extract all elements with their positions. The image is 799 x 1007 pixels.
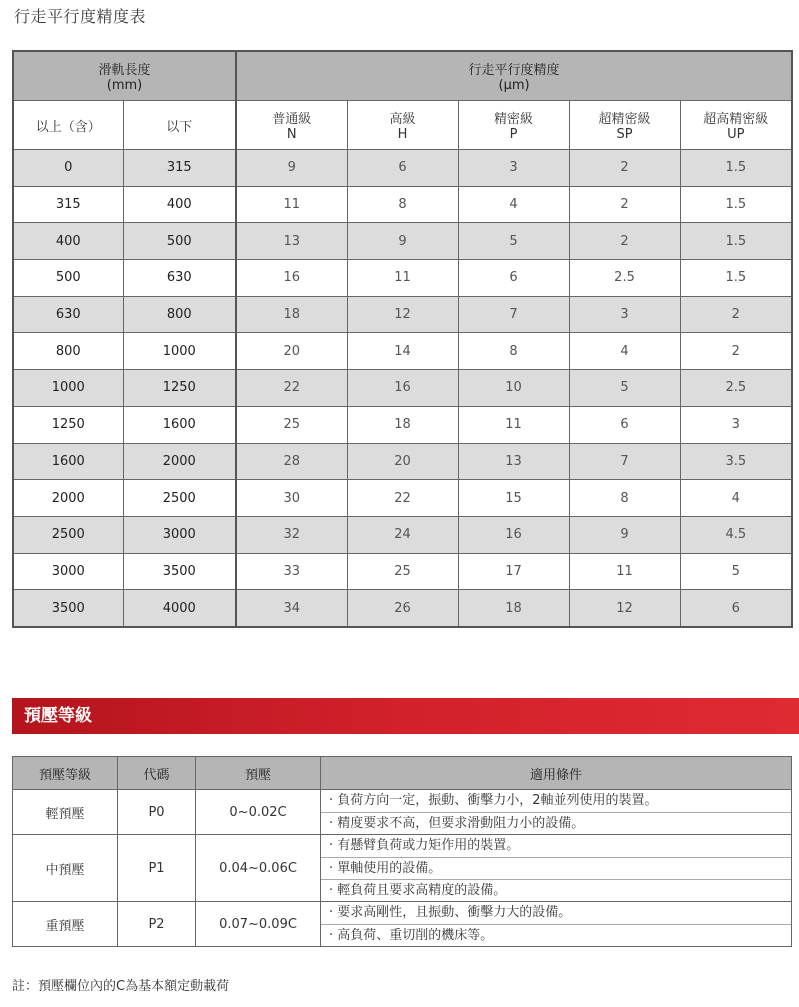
precision-cell: 7 [569, 443, 680, 480]
condition-item: · 高負荷、重切削的機床等。 [321, 924, 791, 946]
page-title: 行走平行度精度表 [14, 7, 147, 26]
precision-cell: 26 [347, 590, 458, 627]
grade-name: 高級 [389, 112, 416, 127]
precision-cell: 30 [236, 480, 347, 517]
table-row [13, 186, 792, 223]
preload-preload-cell: 0.04~0.06C [196, 835, 321, 902]
table-row [13, 223, 792, 260]
precision-cell: 1.5 [680, 186, 792, 223]
length-cell: 800 [123, 296, 236, 333]
rail-length-unit: (mm) [106, 78, 143, 93]
precision-cell: 6 [569, 406, 680, 443]
preload-level-cell: 中預壓 [13, 835, 118, 902]
table-row [13, 333, 792, 370]
precision-cell: 7 [458, 296, 569, 333]
precision-header [236, 51, 792, 101]
table-row [13, 590, 792, 627]
length-cell: 630 [123, 260, 236, 297]
length-cell: 400 [13, 223, 123, 260]
precision-cell: 3 [458, 150, 569, 187]
grade-name: 超高精密級 [703, 112, 769, 127]
precision-cell: 2 [680, 333, 792, 370]
grade-name: 超精密級 [598, 112, 651, 127]
precision-unit: (μm) [498, 78, 530, 93]
precision-cell: 9 [569, 516, 680, 553]
precision-cell: 25 [236, 406, 347, 443]
grade-code: N [286, 127, 297, 142]
table-row [13, 902, 792, 947]
precision-cell: 17 [458, 553, 569, 590]
length-cell: 2000 [13, 480, 123, 517]
condition-item: · 精度要求不高，但要求滑動阻力小的設備。 [321, 812, 791, 834]
precision-cell: 6 [458, 260, 569, 297]
preload-code-cell: P1 [118, 835, 196, 902]
condition-item: · 輕負荷且要求高精度的設備。 [321, 879, 791, 901]
precision-cell: 28 [236, 443, 347, 480]
condition-item: · 負荷方向一定，振動、衝擊力小，2軸並列使用的裝置。 [329, 793, 658, 808]
length-cell: 2500 [123, 480, 236, 517]
precision-cell: 8 [458, 333, 569, 370]
precision-cell: 11 [347, 260, 458, 297]
condition-item: · 有懸臂負荷或力矩作用的裝置。 [329, 838, 520, 853]
preload-grade-table [12, 756, 792, 947]
precision-cell: 34 [236, 590, 347, 627]
precision-cell: 5 [458, 223, 569, 260]
table-row [13, 150, 792, 187]
precision-cell: 5 [569, 370, 680, 407]
preload-level-cell: 重預壓 [13, 902, 118, 947]
precision-cell: 3 [569, 296, 680, 333]
grade-header [458, 101, 569, 150]
preload-preload-cell: 0.07~0.09C [196, 902, 321, 947]
precision-cell: 16 [347, 370, 458, 407]
precision-cell: 2 [569, 150, 680, 187]
grade-code: UP [727, 127, 745, 142]
precision-cell: 24 [347, 516, 458, 553]
length-cell: 4000 [123, 590, 236, 627]
precision-cell: 15 [458, 480, 569, 517]
grade-header [680, 101, 792, 150]
precision-cell: 8 [569, 480, 680, 517]
precision-cell: 18 [236, 296, 347, 333]
table-row [13, 835, 792, 902]
precision-label: 行走平行度精度 [468, 63, 560, 78]
length-cell: 1000 [123, 333, 236, 370]
precision-cell: 16 [458, 516, 569, 553]
precision-cell: 4 [680, 480, 792, 517]
length-cell: 1600 [13, 443, 123, 480]
precision-cell: 22 [236, 370, 347, 407]
length-cell: 1250 [123, 370, 236, 407]
precision-cell: 1.5 [680, 150, 792, 187]
preload-code-cell: P2 [118, 902, 196, 947]
precision-cell: 18 [458, 590, 569, 627]
length-cell: 1000 [13, 370, 123, 407]
grade-name: 普通級 [272, 112, 312, 127]
precision-cell: 2.5 [569, 260, 680, 297]
precision-cell: 20 [347, 443, 458, 480]
grade-code: H [397, 127, 408, 142]
preload-level-cell: 輕預壓 [13, 790, 118, 835]
footnote: 註：預壓欄位內的C為基本額定動載荷 [12, 979, 230, 994]
grade-header [347, 101, 458, 150]
precision-cell: 12 [569, 590, 680, 627]
table-row [13, 553, 792, 590]
length-cell: 1600 [123, 406, 236, 443]
grade-header [569, 101, 680, 150]
preload-column-header: 代碼 [118, 757, 196, 790]
precision-cell: 4.5 [680, 516, 792, 553]
length-cell: 315 [123, 150, 236, 187]
table-row [13, 443, 792, 480]
precision-cell: 5 [680, 553, 792, 590]
grade-code: P [509, 127, 518, 142]
length-cell: 630 [13, 296, 123, 333]
table-row [13, 406, 792, 443]
precision-cell: 9 [347, 223, 458, 260]
length-cell: 800 [13, 333, 123, 370]
preload-column-header: 適用條件 [321, 757, 792, 790]
precision-cell: 4 [569, 333, 680, 370]
precision-cell: 14 [347, 333, 458, 370]
precision-cell: 6 [680, 590, 792, 627]
length-cell: 1250 [13, 406, 123, 443]
preload-code-cell: P0 [118, 790, 196, 835]
precision-cell: 9 [236, 150, 347, 187]
preload-column-header: 預壓 [196, 757, 321, 790]
precision-cell: 4 [458, 186, 569, 223]
length-cell: 500 [13, 260, 123, 297]
precision-cell: 11 [569, 553, 680, 590]
precision-cell: 3 [680, 406, 792, 443]
precision-cell: 13 [458, 443, 569, 480]
precision-cell: 10 [458, 370, 569, 407]
precision-cell: 18 [347, 406, 458, 443]
precision-cell: 11 [458, 406, 569, 443]
length-cell: 400 [123, 186, 236, 223]
grade-code: SP [616, 127, 633, 142]
precision-cell: 32 [236, 516, 347, 553]
length-cell: 2000 [123, 443, 236, 480]
col-from-header: 以上（含） [13, 101, 123, 150]
preload-section-header: 預壓等級 [12, 698, 799, 734]
table-row [13, 790, 792, 835]
precision-cell: 1.5 [680, 260, 792, 297]
length-cell: 3500 [13, 590, 123, 627]
precision-cell: 13 [236, 223, 347, 260]
preload-column-header: 預壓等級 [13, 757, 118, 790]
parallelism-precision-table [12, 50, 793, 628]
precision-cell: 25 [347, 553, 458, 590]
table-row [13, 296, 792, 333]
precision-cell: 11 [236, 186, 347, 223]
condition-item: · 單軸使用的設備。 [321, 857, 791, 879]
length-cell: 315 [13, 186, 123, 223]
table-row [13, 516, 792, 553]
length-cell: 500 [123, 223, 236, 260]
precision-cell: 3.5 [680, 443, 792, 480]
condition-item: · 要求高剛性，且振動、衝擊力大的設備。 [329, 905, 572, 920]
table-row [13, 480, 792, 517]
preload-preload-cell: 0~0.02C [196, 790, 321, 835]
table-row [13, 370, 792, 407]
length-cell: 3000 [123, 516, 236, 553]
length-cell: 0 [13, 150, 123, 187]
table-row [13, 260, 792, 297]
preload-conditions-cell [321, 790, 792, 835]
precision-cell: 33 [236, 553, 347, 590]
precision-cell: 12 [347, 296, 458, 333]
precision-cell: 2 [680, 296, 792, 333]
precision-cell: 2 [569, 223, 680, 260]
precision-cell: 6 [347, 150, 458, 187]
grade-name: 精密級 [494, 112, 534, 127]
precision-cell: 2.5 [680, 370, 792, 407]
precision-cell: 1.5 [680, 223, 792, 260]
preload-conditions-cell [321, 835, 792, 902]
precision-cell: 8 [347, 186, 458, 223]
preload-conditions-cell [321, 902, 792, 947]
precision-cell: 20 [236, 333, 347, 370]
rail-length-label: 滑軌長度 [98, 63, 151, 78]
length-cell: 3500 [123, 553, 236, 590]
length-cell: 3000 [13, 553, 123, 590]
rail-length-header [13, 51, 236, 101]
precision-cell: 2 [569, 186, 680, 223]
col-to-header: 以下 [123, 101, 236, 150]
precision-cell: 16 [236, 260, 347, 297]
length-cell: 2500 [13, 516, 123, 553]
grade-header [236, 101, 347, 150]
precision-cell: 22 [347, 480, 458, 517]
